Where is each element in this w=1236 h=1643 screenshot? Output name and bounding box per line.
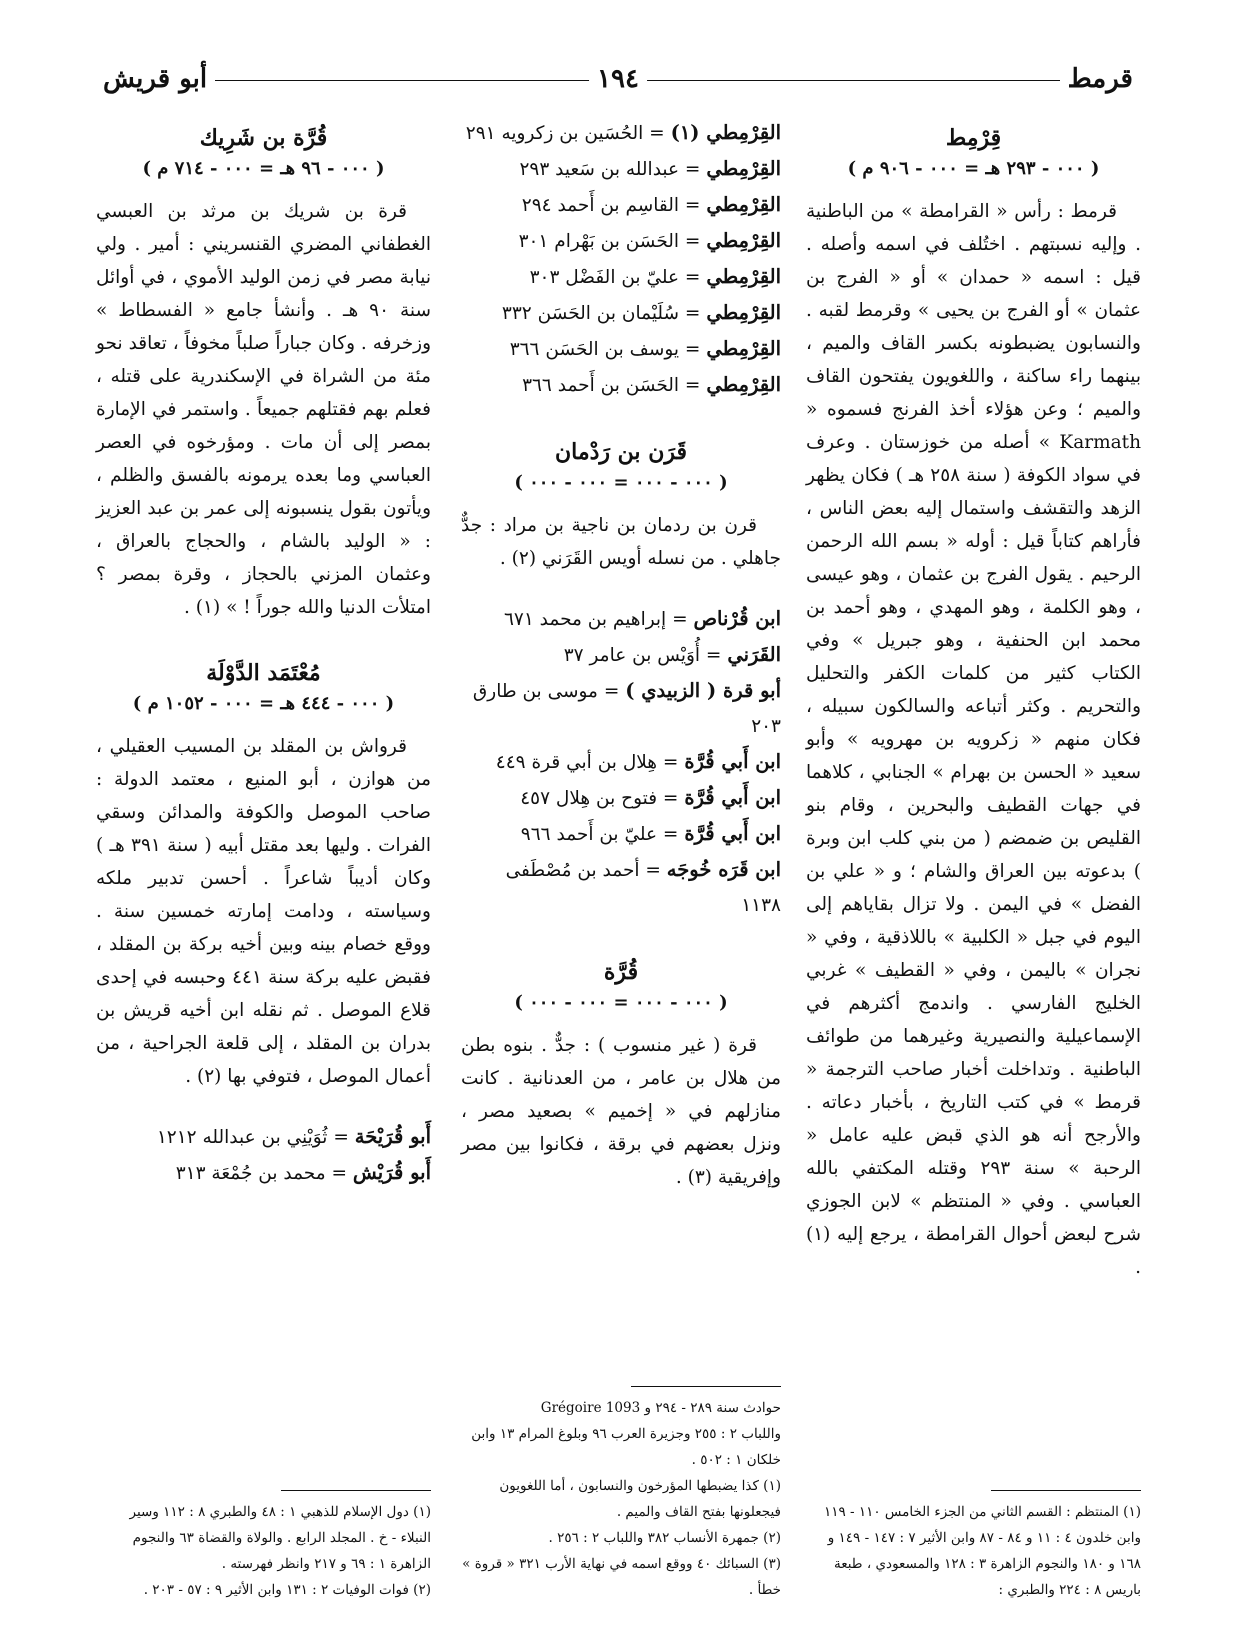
entry-dates: ( ٠٠٠ - ٢٩٣ هـ = ٠٠٠ - ٩٠٦ م ): [847, 158, 1100, 179]
footnotes: [806, 1490, 1141, 1603]
spacer: [96, 624, 431, 650]
cross-reference-list: [461, 115, 781, 403]
footnote-rule: [281, 1490, 431, 1491]
cross-reference: القِرْمِطي = سُلَيْمان بن الحَسَن ٣٣٢: [501, 301, 781, 324]
entry-dates: ( ٠٠٠ - ٠٠٠ = ٠٠٠ - ٠٠٠ ): [514, 472, 728, 493]
cross-reference: ابن قَرَه خُوجَه = أحمد بن مُصْطَفى ١١٣٨: [505, 858, 781, 916]
footnote: واللباب ٢ : ٢٥٥ وجزيرة العرب ٩٦ وبلوغ المرام ١٣ وابن خلكان ١ : ٥٠٢ .: [471, 1426, 781, 1468]
cross-reference: ابن أَبي قُرَّة = عليّ بن أَحمد ٩٦٦: [520, 822, 781, 845]
spacer: [461, 923, 781, 949]
cross-reference-list: [461, 601, 781, 923]
cross-reference: القِرْمِطي = يوسف بن الحَسَن ٣٦٦: [509, 337, 781, 360]
cross-reference: القِرْمِطي (١) = الحُسَين بن زكرويه ٢٩١: [465, 121, 781, 144]
cross-reference: أَبو قُرَيْحَة = ثُوَيْنِي بن عبدالله ١٢١٢: [156, 1125, 431, 1148]
footnotes: [96, 1490, 431, 1603]
cross-reference: القِرْمِطي = الحَسَن بن أَحمد ٣٦٦: [522, 373, 781, 396]
cross-reference: أبو قرة ( الزبيدي ) = موسى بن طارق ٢٠٣: [472, 679, 781, 737]
cross-reference: القِرْمِطي = الحَسَن بن بَهْرام ٣٠١: [518, 229, 781, 252]
footnote: (١) المنتظم : القسم الثاني من الجزء الخامس ١١٠ - ١١٩ وابن خلدون ٤ : ١١ و ٨٤ - ٨٧ وابن الأثير ٧ : ١٤٧ - ١٤٩ و ١٦٨ و ١٨٠ والنجوم الزاهرة ٣ : ١٢٨ والمسعودي ، طبعة باريس ٨ : ٢٢٤ والطبري :: [823, 1504, 1141, 1598]
footnote: (٢) فوات الوفيات ٢ : ١٣١ وابن الأثير ٩ : ٥٧ - ٢٠٣ .: [143, 1582, 431, 1598]
entry-body: قرواش بن المقلد بن المسيب العقيلي ، من هوازن ، أبو المنيع ، معتمد الدولة : صاحب الموصل والكوفة والمدائن وسقي الفرات . وليها بعد مقتل أبيه ( سنة ٣٩١ هـ ) وكان أديباً شاعراً . أحسن تدبير ملكه وسياسته ، ودامت إمارته خمسين سنة . ووقع خصام بينه وبين أخيه بركة بن المقلد ، فقبض عليه بركة سنة ٤٤١ وحبسه في إحدى قلاع الموصل . ثم نقله ابن أخيه قريش بن بدران بن المقلد ، إلى قلعة الجراحية ، من أعمال الموصل ، فتوفي بها (٢) .: [96, 736, 432, 1087]
entry-title: مُعْتَمَد الدَّوْلَة: [206, 660, 321, 686]
spacer: [461, 403, 781, 429]
footnote: (١) كذا يضبطها المؤرخون والنسابون ، أما اللغويون فيجعلونها بفتح القاف والميم .: [499, 1478, 781, 1520]
spacer: [461, 575, 781, 601]
spacer: [96, 1093, 431, 1119]
cross-reference: القِرْمِطي = عليّ بن الفَضْل ٣٠٣: [529, 265, 781, 288]
page-number: ١٩٤: [589, 62, 647, 96]
footnotes: [461, 1386, 781, 1603]
cross-reference: ابن أَبي قُرَّة = فتوح بن هِلال ٤٥٧: [520, 786, 781, 809]
entry-body: قرة بن شريك بن مرثد بن العبسي الغطفاني المضري القنسريني : أمير . ولي نيابة مصر في زمن الوليد الأموي ، في أوائل سنة ٩٠ هـ . وأنشأ جامع « الفسطاط » وزخرفه . وكان جباراً صلباً مخوفاً ، تعاقد نحو مئة من الشراة في الإسكندرية على قتله ، فعلم بهم فقتلهم جميعاً . واستمر في الإمارة بمصر إلى أن مات . ومؤرخوه في العصر العباسي وما بعده يرمونه بالفسق والظلم ، ويأتون بقول ينسبونه إلى عمر بن عبد العزيز : « الوليد بالشام ، والحجاج بالعراق ، وعثمان المزني بالحجاز ، وقرة بمصر ؟ امتلأت الدنيا والله جوراً ! » (١) .: [96, 201, 431, 618]
cross-reference: القِرْمِطي = القاسِم بن أَحمد ٢٩٤: [521, 193, 781, 216]
cross-reference: القِرْمِطي = عبدالله بن سَعيد ٢٩٣: [519, 157, 781, 180]
head-entry-last: أبو قريش: [95, 62, 215, 96]
entry-dates: ( ٠٠٠ - ٤٤٤ هـ = ٠٠٠ - ١٠٥٢ م ): [132, 693, 395, 714]
cross-reference-list: [96, 1119, 431, 1191]
head-entry-first: قرمط: [1060, 62, 1141, 96]
entry-dates: ( ٠٠٠ - ٩٦ هـ = ٠٠٠ - ٧١٤ م ): [142, 158, 385, 179]
cross-reference: ابن قُرْناص = إبراهيم بن محمد ٦٧١: [503, 607, 781, 630]
entry-dates: ( ٠٠٠ - ٠٠٠ = ٠٠٠ - ٠٠٠ ): [514, 992, 728, 1013]
footnote: (١) دول الإسلام للذهبي ١ : ٤٨ والطبري ٨ : ١١٢ وسير النبلاء - خ . المجلد الرابع . والولاة والقضاة ٦٣ والنجوم الزاهرة ١ : ٦٩ و ٢١٧ وانظر فهرسته .: [129, 1504, 431, 1572]
cross-reference: ابن أَبي قُرَّة = هِلال بن أبي قرة ٤٤٩: [495, 750, 781, 773]
column-right: [806, 115, 1141, 1603]
footnote: (٢) جمهرة الأنساب ٣٨٢ واللباب ٢ : ٢٥٦ .: [548, 1530, 781, 1546]
entry-title: قَرَن بن رَدْمان: [554, 439, 688, 465]
footnote-rule: [991, 1490, 1141, 1491]
footnote: (٣) السبائك ٤٠ ووقع اسمه في نهاية الأرب ٣٢١ « قروة » خطأ .: [462, 1556, 781, 1598]
entry-body: قرمط : رأس « القرامطة » من الباطنية . وإليه نسبتهم . اختُلف في اسمه وأصله . قيل : اسمه « حمدان » أو « الفرج بن عثمان » أو الفرج بن يحيى » وقرمط لقبه . والنسابون يضبطونه بكسر القاف والميم ، بينهما راء ساكنة ، واللغويون يفتحون القاف والميم ؛ وعن هؤلاء أخذ الفرنج فسموه « Karmath » أصله من خوزستان . وعرف في سواد الكوفة ( سنة ٢٥٨ هـ ) فكان يظهر الزهد والتقشف واستمال إليه بعض الناس ، فأراهم كتاباً قيل : أوله « بسم الله الرحمن الرحيم . يقول الفرج بن عثمان ، وهو عيسى ، وهو الكلمة ، وهو المهدي ، وهو أحمد بن محمد ابن الحنفية ، وهو جبريل » وفي الكتاب كثير من كلمات الكفر والتحليل والتحريم . وكثر أتباعه والسالكون سبيله ، فكان منهم « زكرويه بن مهرويه » وأبو سعيد « الحسن بن بهرام » الجنابي ، كلاهما في جهات القطيف والبحرين ، وقام بنو القليص بن ضمضم ( من بني كلب ابن وبرة ) بدعوته بين العراق والشام ؛ و « علي بن الفضل » في اليمن . ولا تزال بقاياهم إلى اليوم في جبل « الكلبية » باللاذقية ، وفي « نجران » باليمن ، وفي « القطيف » غربي الخليج الفارسي . واندمج أكثرهم في الإسماعيلية والنصيرية وغيرهما من طوائف الباطنية . وتداخلت أخبار صاحب الترجمة « قرمط » في كتب التاريخ ، بأخبار دعاته . والأرجح أنه هو الذي قبض عليه عامل « الرحبة » سنة ٢٩٣ وقتله المكتفي بالله العباسي . وفي « المنتظم » لابن الجوزي شرح لبعض أحوال القرامطة ، يرجع إليه (١) .: [806, 201, 1142, 1278]
column-middle: [461, 115, 781, 1603]
running-head: [95, 62, 1141, 102]
cross-reference: القَرَني = أُوَيْس بن عامر ٣٧: [563, 643, 781, 666]
column-left: [96, 115, 431, 1603]
cross-reference: أَبو قُرَيْش = محمد بن جُمْعَة ٣١٣: [175, 1161, 431, 1184]
footnote-rule: [631, 1386, 781, 1387]
entry-title: قِرْمِط: [945, 125, 1002, 151]
entry-body: قرة ( غير منسوب ) : جدٌّ . بنوه بطن من هلال بن عامر ، من العدنانية . كانت منازلهم في « إخميم » بصعيد مصر ، ونزل بعضهم في برقة ، فكانوا بين مصر وإفريقية (٣) .: [461, 1035, 781, 1188]
footnote: حوادث سنة ٢٨٩ - ٢٩٤ و Grégoire 1093: [540, 1400, 781, 1416]
entry-body: قرن بن ردمان بن ناجية بن مراد : جدٌّ جاهلي . من نسله أويس القَرَني (٢) .: [461, 515, 781, 569]
entry-title: قُرَّة: [603, 959, 639, 985]
entry-title: قُرَّة بن شَرِيك: [199, 125, 328, 151]
